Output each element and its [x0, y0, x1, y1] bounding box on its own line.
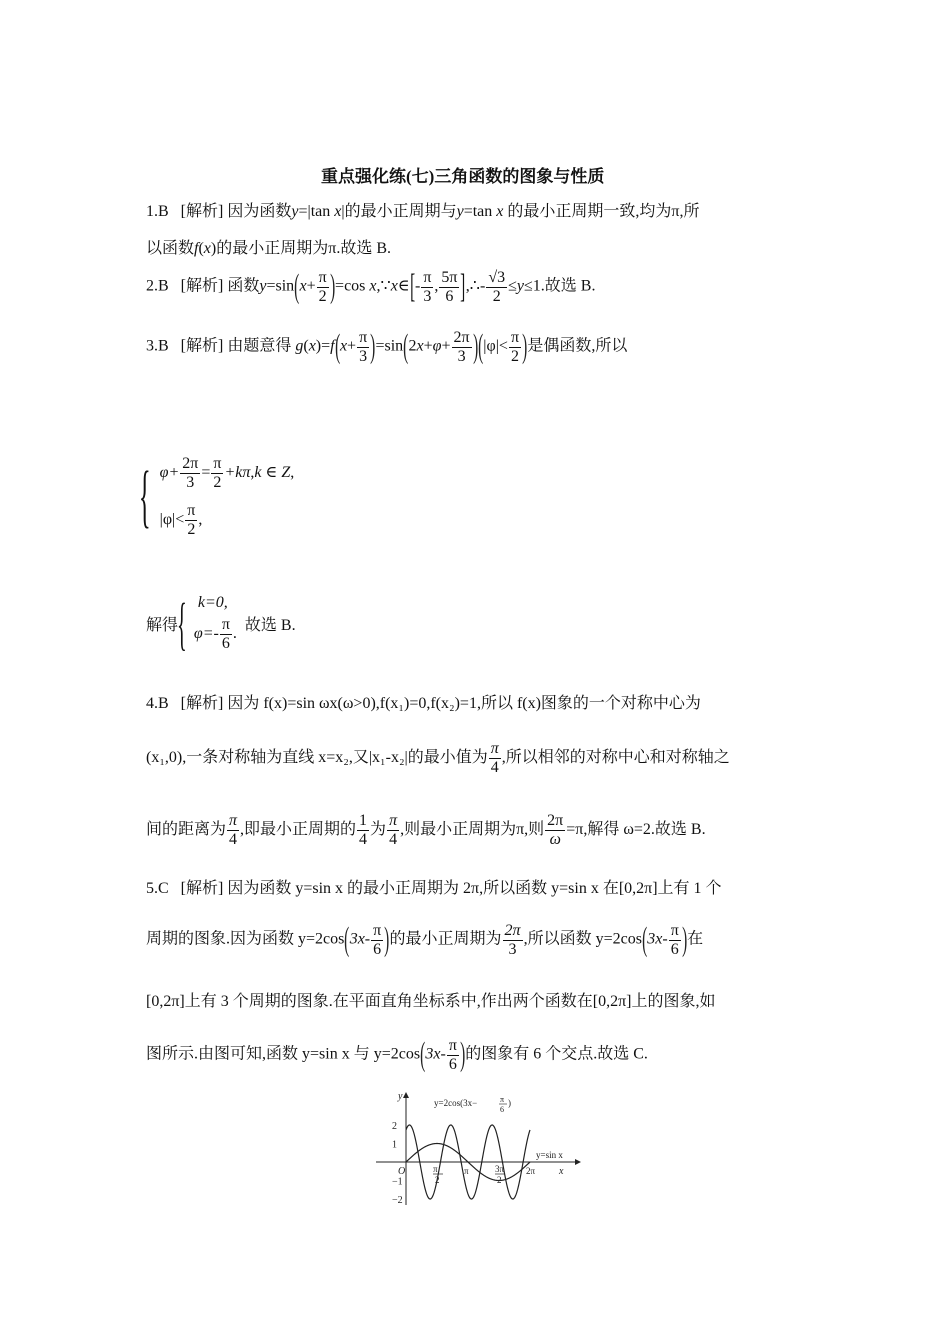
q1-line1: 1.B [解析] 因为函数y=|tan x|的最小正周期与y=tan x 的最小正周期一致,均为π,所 [146, 203, 700, 220]
q4-line1: 4.B [解析] 因为 f(x)=sin ωx(ω>0),f(x₁)=0,f(x₂)=1,所以 f(x)图象的一个对称中心为 [146, 695, 701, 712]
function-graph [370, 1090, 585, 1210]
q1-tag: [解析] [180, 203, 224, 220]
q3-solution: 解得{ k=0, φ=- $\frac{\pi}{6}$ . 故选 B. [146, 591, 296, 656]
q2-line: 2.B [解析] 函数y=sin(x+ $\frac{\pi}{2}$ )=cos x,∵x∈[- $\frac{\pi}{3}$ , $\frac{5\pi}{6}$ ],∴- $\frac{√3}{2}$ ≤y≤1.故选 B. [146, 268, 596, 305]
y-axis-arrow [403, 1092, 409, 1098]
y-tick-label: −1 [392, 1176, 403, 1188]
q1-line2: 以函数f(x)的最小正周期为π.故选 B. [146, 240, 391, 257]
q5-line1: 5.C [解析] 因为函数 y=sin x 的最小正周期为 2π,所以函数 y=sin x 在[0,2π]上有 1 个 [146, 880, 722, 897]
q3-line: 3.B [解析] 由题意得 g(x)=f(x+ $\frac{\pi}{3}$ )=sin(2x+φ+ $\frac{2\pi}{3}$ )(|φ|< $\frac{\pi}{2}$ )是偶函数,所以 [146, 328, 628, 365]
y-tick-label: −2 [392, 1195, 403, 1206]
q4-line3: 间的距离为 $\frac{\pi}{4}$ ,即最小正周期的 $\frac{1}{4}$ 为 $\frac{\pi}{4}$ ,则最小正周期为π,则 $\frac{2\pi}{\omega}$ =π,解得 ω=2.故选 B. [146, 812, 706, 848]
x-tick-label-num: π [433, 1164, 438, 1174]
x-axis-arrow [575, 1159, 581, 1165]
x-tick-label-num: 3π [495, 1164, 505, 1174]
series-label-cos: y=2cos(3x− [434, 1098, 478, 1108]
q5-line3: [0,2π]上有 3 个周期的图象.在平面直角坐标系中,作出两个函数在[0,2π]上的图象,如 [146, 993, 716, 1010]
series-label-cos-pi: π [500, 1095, 505, 1104]
origin-label: O [398, 1166, 406, 1177]
x-tick-label: π [464, 1166, 469, 1176]
series-label-cos-close: ) [508, 1098, 511, 1108]
x-tick-label: 2π [526, 1166, 536, 1176]
q5-line2: 周期的图象.因为函数 y=2cos(3x- $\frac{\pi}{6}$ )的最小正周期为 $\frac{2\pi}{3}$ ,所以函数 y=2cos(3x- $\frac{\pi}{6}$ )在 [146, 921, 704, 958]
q4-line2: (x₁,0),一条对称轴为直线 x=x₂,又|x₁-x₂|的最小值为 $\frac{\pi}{4}$ ,所以相邻的对称中心和对称轴之 [146, 740, 730, 776]
q3-system: { φ+ $\frac{2\pi}{3}$ = $\frac{\pi}{2}$ +kπ,k ∈ Z, |φ|< $\frac{\pi}{2}$ , [138, 455, 295, 538]
x-tick-label-den: 2 [497, 1175, 502, 1185]
x-axis-label: x [559, 1166, 564, 1177]
frac-pi-2: $\frac{\pi}{2}$ [318, 268, 327, 305]
q5-line4: 图所示.由图可知,函数 y=sin x 与 y=2cos(3x- $\frac{\pi}{6}$ )的图象有 6 个交点.故选 C. [146, 1036, 648, 1073]
series-label-cos-six: 6 [500, 1105, 504, 1114]
q1-answer: 1.B [146, 203, 169, 220]
y-tick-label: 2 [392, 1121, 397, 1132]
x-tick-label-den: 2 [435, 1175, 440, 1185]
page-title: 重点强化练(七)三角函数的图象与性质 [321, 167, 605, 186]
y-tick-label: 1 [392, 1139, 397, 1151]
series-label-sin: y=sin x [536, 1150, 563, 1160]
y-axis-label: y [398, 1091, 403, 1102]
